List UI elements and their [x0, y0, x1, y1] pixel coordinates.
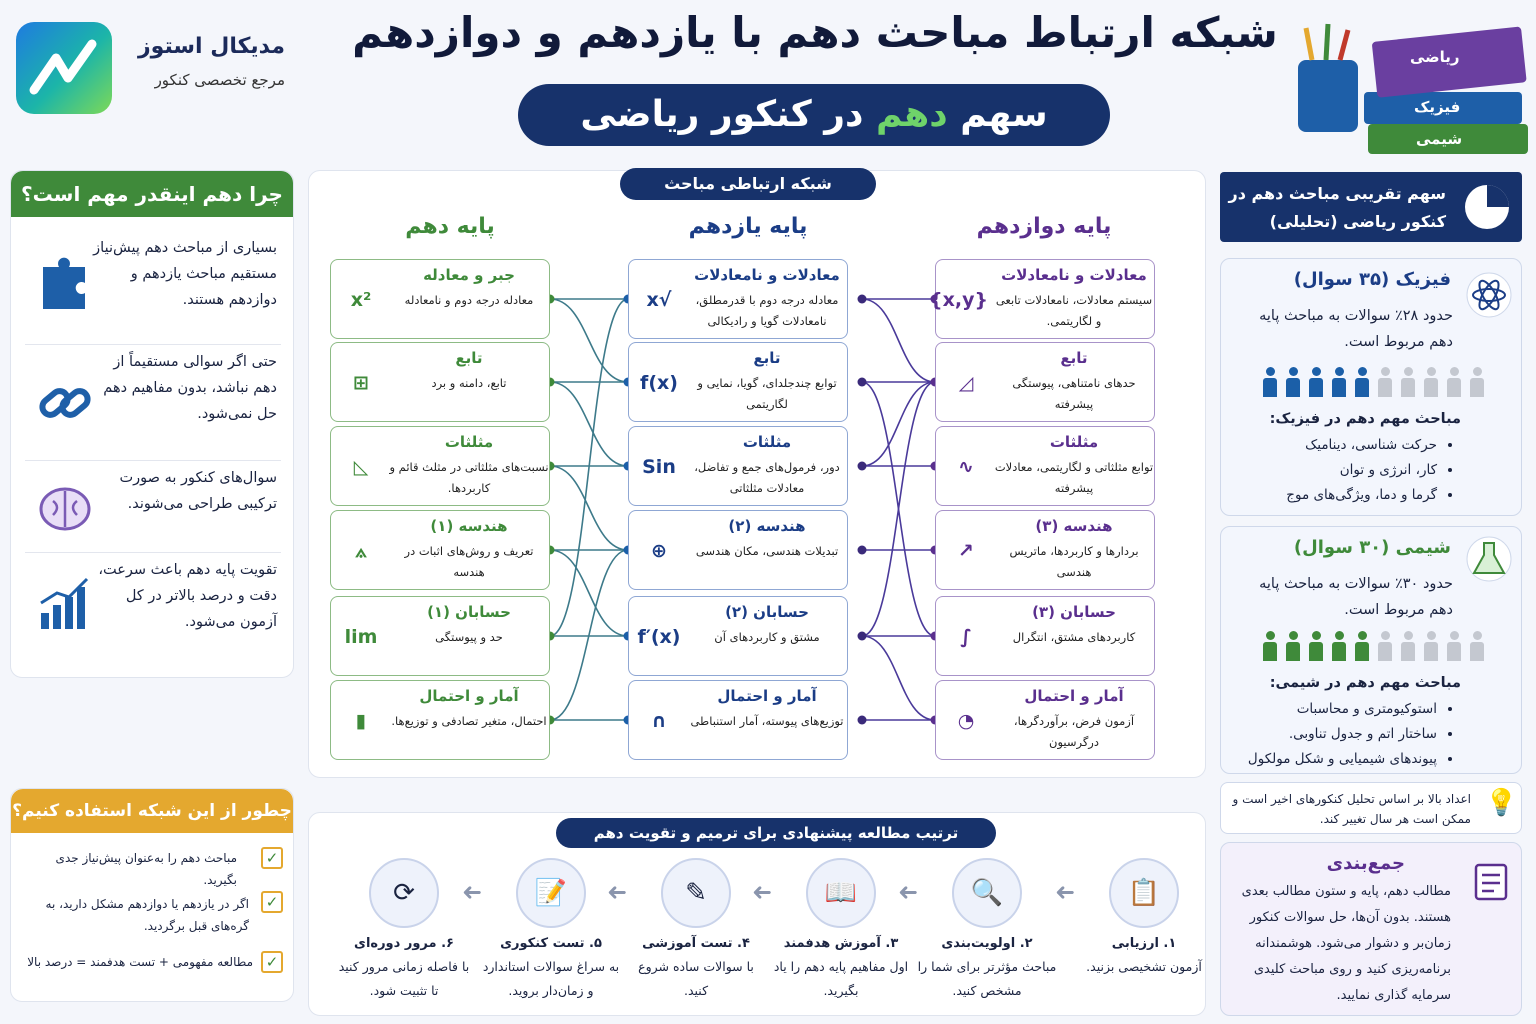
why-text: تقویت پایه دهم باعث سرعت، دقت و درصد بالاتر در کل آزمون می‌شود.	[98, 562, 277, 630]
person-icon	[1399, 631, 1417, 661]
step-5	[481, 858, 621, 1003]
person-icon	[1284, 367, 1302, 397]
node-icon: ◺	[353, 456, 369, 478]
how-panel	[10, 788, 294, 1002]
step-title: ۵. تست کنکوری	[500, 936, 602, 951]
step-desc: به سراغ سوالات استاندارد و زمان‌دار بروید.	[482, 959, 620, 998]
summary-title: جمع‌بندی	[1326, 853, 1405, 874]
link-icon	[35, 373, 95, 433]
chemistry-title: شیمی (۳۰ سوال)	[1293, 537, 1451, 558]
node-icon: ⟑	[355, 540, 367, 562]
node-desc: تبدیلات هندسی، مکان هندسی	[695, 544, 839, 558]
pie-icon	[1462, 182, 1512, 236]
step-3	[771, 858, 911, 1003]
step-desc: اول مفاهیم پایه دهم را یاد بگیرید.	[773, 959, 909, 998]
link-10-11	[550, 550, 628, 720]
checkbox-icon: ✓	[261, 847, 283, 869]
step-desc: با فاصله زمانی مرور کنید تا تثبیت شود.	[338, 959, 470, 998]
book-label-math: ریاضی	[1410, 48, 1460, 66]
flask-icon	[1465, 535, 1513, 587]
node-icon: ∫	[960, 626, 972, 648]
step-2	[917, 858, 1057, 1003]
node-grade12-6	[935, 680, 1155, 760]
node-title: حسابان (۳)	[1032, 603, 1116, 621]
network-title: شبکه ارتباطی مباحث	[620, 168, 876, 200]
chemistry-topics	[1248, 697, 1451, 772]
node-icon: ∿	[958, 456, 974, 478]
node-grade11-2	[628, 342, 848, 422]
subtitle-post: در کنکور ریاضی	[580, 94, 877, 135]
node-desc: توزیع‌های پیوسته، آمار استنباطی	[690, 714, 844, 728]
node-desc: احتمال، متغیر تصادفی و توزیع‌ها.	[391, 714, 547, 728]
node-desc: معادله درجه دوم با قدرمطلق، نامعادلات گویا و رادیکالی	[695, 293, 839, 328]
brain-icon	[35, 479, 95, 539]
node-desc: آزمون فرض، برآوردگرها، درگرسیون	[1013, 714, 1135, 749]
arrow-icon: ➜	[606, 878, 628, 906]
node-title: هندسه (۲)	[728, 517, 806, 535]
node-grade12-3	[935, 426, 1155, 506]
node-desc: تابع، دامنه و برد	[431, 376, 507, 390]
link-dot	[858, 295, 867, 304]
checkbox-icon: ✓	[261, 891, 283, 913]
person-icon	[1261, 631, 1279, 661]
node-desc: کاربردهای مشتق، انتگرال	[1012, 630, 1136, 644]
node-title: آمار و احتمال	[419, 687, 519, 705]
step-4	[626, 858, 766, 1003]
arrow-icon: ➜	[461, 878, 483, 906]
link-dot	[858, 632, 867, 641]
node-title: آمار و احتمال	[1024, 687, 1124, 705]
node-grade12-5	[935, 596, 1155, 676]
brand-name: مدیکال استوز	[137, 34, 285, 59]
node-icon: ⊕	[651, 540, 667, 562]
node-desc: مشتق و کاربردهای آن	[714, 630, 820, 644]
arrow-icon: ➜	[1054, 878, 1076, 906]
node-grade10-4	[330, 510, 550, 590]
summary-text: مطالب دهم، پایه و ستون مطالب بعدی هستند. بدون آن‌ها، حل سوالات کنکور زمان‌بر و دشوار می‌شود. هوشمندانه برنامه‌ریزی کنید و روی مباحث کلیدی سرمایه گذاری نمایید.	[1241, 884, 1451, 1003]
node-icon: Sin	[642, 456, 676, 478]
why-text: حتی اگر سوالی مستقیماً از دهم نباشد، بدون مفاهیم دهم حل نمی‌شود.	[103, 354, 277, 422]
link-11-12	[862, 299, 935, 382]
refresh-icon: ⟳	[369, 858, 439, 928]
person-icon	[1353, 367, 1371, 397]
node-icon: f(x)	[640, 372, 678, 394]
share-title: سهم تقریبی مباحث دهم در کنکور ریاضی (تحلیلی)	[1228, 184, 1446, 231]
share-header	[1220, 172, 1522, 242]
step-1	[1074, 858, 1214, 979]
chemistry-topics-title: مباحث مهم دهم در شیمی:	[1269, 675, 1461, 691]
person-icon	[1422, 631, 1440, 661]
link-dot	[858, 462, 867, 471]
node-desc: سیستم معادلات، نامعادلات تابعی و لگاریتمی.	[995, 293, 1153, 328]
link-dot	[858, 546, 867, 555]
node-title: هندسه (۱)	[430, 517, 508, 535]
node-grade11-5	[628, 596, 848, 676]
note-text: اعداد بالا بر اساس تحلیل کنکورهای اخیر است و ممکن است هر سال تغییر کند.	[1232, 792, 1471, 826]
column-header-grade11: پایه یازدهم	[688, 214, 808, 239]
node-title: تابع	[455, 349, 483, 367]
list-item: • گرما و دما، ویژگی‌های موج	[1286, 483, 1437, 508]
person-icon	[1307, 631, 1325, 661]
node-title: مثلثات	[1049, 433, 1099, 451]
link-10-11	[550, 299, 628, 636]
node-title: حسابان (۲)	[725, 603, 809, 621]
why-text: بسیاری از مباحث دهم پیش‌نیاز مستقیم مباحث یازدهم و دوازدهم هستند.	[93, 240, 277, 308]
node-desc: نسبت‌های مثلثاتی در مثلث قائم و کاربردها.	[389, 460, 549, 495]
person-icon	[1468, 367, 1486, 397]
node-grade10-3	[330, 426, 550, 506]
link-11-12	[862, 382, 935, 466]
column-header-grade12: پایه دوازدهم	[976, 214, 1112, 239]
brand-tagline: مرجع تخصصی کنکور	[154, 71, 285, 89]
node-title: حسابان (۱)	[427, 603, 511, 621]
step-desc: مباحث مؤثرتر برای شما را مشخص کنید.	[917, 959, 1057, 998]
person-icon	[1445, 631, 1463, 661]
atom-icon	[1465, 271, 1513, 323]
page-subtitle	[518, 84, 1110, 146]
node-title: معادلات و نامعادلات	[694, 266, 840, 284]
person-icon	[1284, 631, 1302, 661]
node-title: مثلثات	[742, 433, 792, 451]
step-title: ۶. مرور دوره‌ای	[354, 936, 454, 951]
step-title: ۴. تست آموزشی	[642, 936, 750, 951]
lightbulb-icon: 💡	[1485, 788, 1518, 818]
node-title: مثلثات	[444, 433, 494, 451]
why-item	[25, 557, 281, 657]
list-item: • استوکیومتری و محاسبات	[1248, 697, 1437, 722]
node-grade11-3	[628, 426, 848, 506]
list-item: • حرکت شناسی، دینامیک	[1286, 433, 1437, 458]
physics-title: فیزیک (۳۵ سوال)	[1293, 269, 1451, 290]
link-dot	[858, 716, 867, 725]
why-panel	[10, 170, 294, 678]
arrow-icon: ➜	[751, 878, 773, 906]
books-illustration	[1290, 20, 1530, 160]
node-desc: حدهای نامتناهی، پیوستگی پیشرفته	[1012, 376, 1136, 411]
node-grade10-2	[330, 342, 550, 422]
clipboard-icon: 📋	[1109, 858, 1179, 928]
node-grade12-2	[935, 342, 1155, 422]
node-grade10-1	[330, 259, 550, 339]
how-title: چطور از این شبکه استفاده کنیم؟	[11, 789, 293, 833]
node-grade10-5	[330, 596, 550, 676]
step-title: ۲. اولویت‌بندی	[941, 936, 1033, 951]
node-title: آمار و احتمال	[717, 687, 817, 705]
node-grade10-6	[330, 680, 550, 760]
summary-card	[1220, 842, 1522, 1016]
node-icon: ⊞	[353, 372, 369, 394]
person-icon	[1422, 367, 1440, 397]
how-item: مباحث دهم را به‌عنوان پیش‌نیاز جدی بگیرید.	[55, 851, 237, 887]
node-grade11-6	[628, 680, 848, 760]
brand-logo	[16, 22, 112, 114]
person-icon	[1376, 631, 1394, 661]
node-icon: ↗	[958, 540, 974, 562]
node-icon: f′(x)	[637, 626, 681, 648]
link-10-11	[550, 466, 628, 550]
step-desc: آزمون تشخیصی بزنید.	[1086, 959, 1202, 974]
book-icon: 📖	[806, 858, 876, 928]
why-title: چرا دهم اینقدر مهم است؟	[11, 171, 293, 217]
note	[1220, 782, 1522, 834]
how-item: مطالعه مفهومی + تست هدفمند = درصد بالا	[27, 955, 253, 969]
physics-card	[1220, 258, 1522, 516]
chemistry-card	[1220, 526, 1522, 774]
step-desc: با سوالات ساده شروع کنید.	[638, 959, 754, 998]
node-desc: توابع مثلثاتی و لگاریتمی، معادلات پیشرفته	[994, 460, 1154, 495]
link-10-11	[550, 382, 628, 466]
list-item: • ساختار اتم و جدول تناوبی.	[1248, 722, 1437, 747]
book-label-physics: فیزیک	[1414, 98, 1461, 116]
growth-chart-icon	[35, 573, 95, 633]
step-title: ۳. آموزش هدفمند	[783, 936, 899, 951]
person-icon	[1468, 631, 1486, 661]
page-title: شبکه ارتباط مباحث دهم با یازدهم و دوازدهم	[352, 8, 1278, 57]
why-item	[25, 465, 281, 553]
why-item	[25, 349, 281, 461]
checkbox-icon: ✓	[261, 951, 283, 973]
chemistry-people-chart	[1261, 631, 1491, 661]
node-desc: بردارها و کاربردها، ماتریس هندسی	[1009, 544, 1139, 579]
person-icon	[1353, 631, 1371, 661]
node-title: جبر و معادله	[423, 266, 515, 284]
checklist-icon	[1473, 861, 1509, 905]
column-header-grade10: پایه دهم	[405, 214, 495, 239]
person-icon	[1445, 367, 1463, 397]
node-desc: دور، فرمول‌های جمع و تفاضل، معادلات مثلثاتی	[694, 460, 840, 495]
node-icon: ◿	[958, 372, 974, 394]
node-desc: توابع چندجلدای، گویا، نمایی و لگاریتمی	[697, 376, 837, 411]
node-desc: معادله درجه دوم و نامعادله	[404, 293, 534, 307]
link-dot	[858, 378, 867, 387]
step-title: ۱. ارزیابی	[1111, 936, 1177, 951]
list-item: • پیوندهای شیمیایی و شکل مولکول	[1248, 747, 1437, 772]
node-title: تابع	[753, 349, 781, 367]
how-item: اگر در یازدهم یا دوازدهم مشکل دارید، به گره‌های قبل برگردید.	[45, 897, 249, 933]
node-grade11-4	[628, 510, 848, 590]
steps-title: ترتیب مطالعه پیشنهادی برای ترمیم و تقویت دهم	[556, 818, 996, 848]
person-icon	[1330, 631, 1348, 661]
link-11-12	[862, 382, 935, 636]
physics-topics-title: مباحث مهم دهم در فیزیک:	[1269, 411, 1461, 427]
why-text: سوال‌های کنکور به صورت ترکیبی طراحی می‌شوند.	[119, 470, 277, 512]
person-icon	[1376, 367, 1394, 397]
why-item	[25, 235, 281, 345]
node-icon: ▮	[355, 710, 367, 732]
node-title: تابع	[1060, 349, 1088, 367]
node-icon: {x,y}	[929, 289, 988, 311]
node-icon: lim	[344, 626, 378, 648]
subtitle-pre: سهم	[947, 94, 1048, 135]
step-6	[334, 858, 474, 1003]
puzzle-icon	[35, 253, 95, 313]
physics-people-chart	[1261, 367, 1491, 397]
physics-text: حدود ۲۸٪ سوالات به مباحث پایه دهم مربوط است.	[1259, 308, 1453, 350]
list-item: • کار، انرژی و توان	[1286, 458, 1437, 483]
pencil-cup-icon	[1298, 60, 1358, 132]
node-grade12-1	[929, 259, 1155, 339]
node-icon: √x	[646, 289, 672, 311]
subtitle-highlight: دهم	[876, 94, 948, 135]
brand	[120, 34, 285, 89]
node-icon: x²	[350, 289, 372, 311]
node-icon: ∩	[651, 710, 667, 732]
test-sheet-icon: 📝	[516, 858, 586, 928]
node-icon: ◔	[957, 710, 975, 732]
node-desc: تعریف و روش‌های اثبات در هندسه	[404, 544, 534, 579]
link-11-12	[862, 636, 935, 720]
person-icon	[1399, 367, 1417, 397]
node-grade12-4	[935, 510, 1155, 590]
node-title: معادلات و نامعادلات	[1001, 266, 1147, 284]
node-desc: حد و پیوستگی	[435, 630, 503, 644]
physics-topics	[1286, 433, 1451, 508]
chemistry-text: حدود ۳۰٪ سوالات به مباحث پایه دهم مربوط است.	[1259, 576, 1453, 618]
node-grade11-1	[628, 259, 848, 339]
magnifier-icon: 🔍	[952, 858, 1022, 928]
person-icon	[1330, 367, 1348, 397]
node-title: هندسه (۳)	[1035, 517, 1113, 535]
person-icon	[1261, 367, 1279, 397]
arrow-icon: ➜	[897, 878, 919, 906]
book-label-chemistry: شیمی	[1416, 130, 1463, 148]
pencil-icon: ✎	[661, 858, 731, 928]
person-icon	[1307, 367, 1325, 397]
